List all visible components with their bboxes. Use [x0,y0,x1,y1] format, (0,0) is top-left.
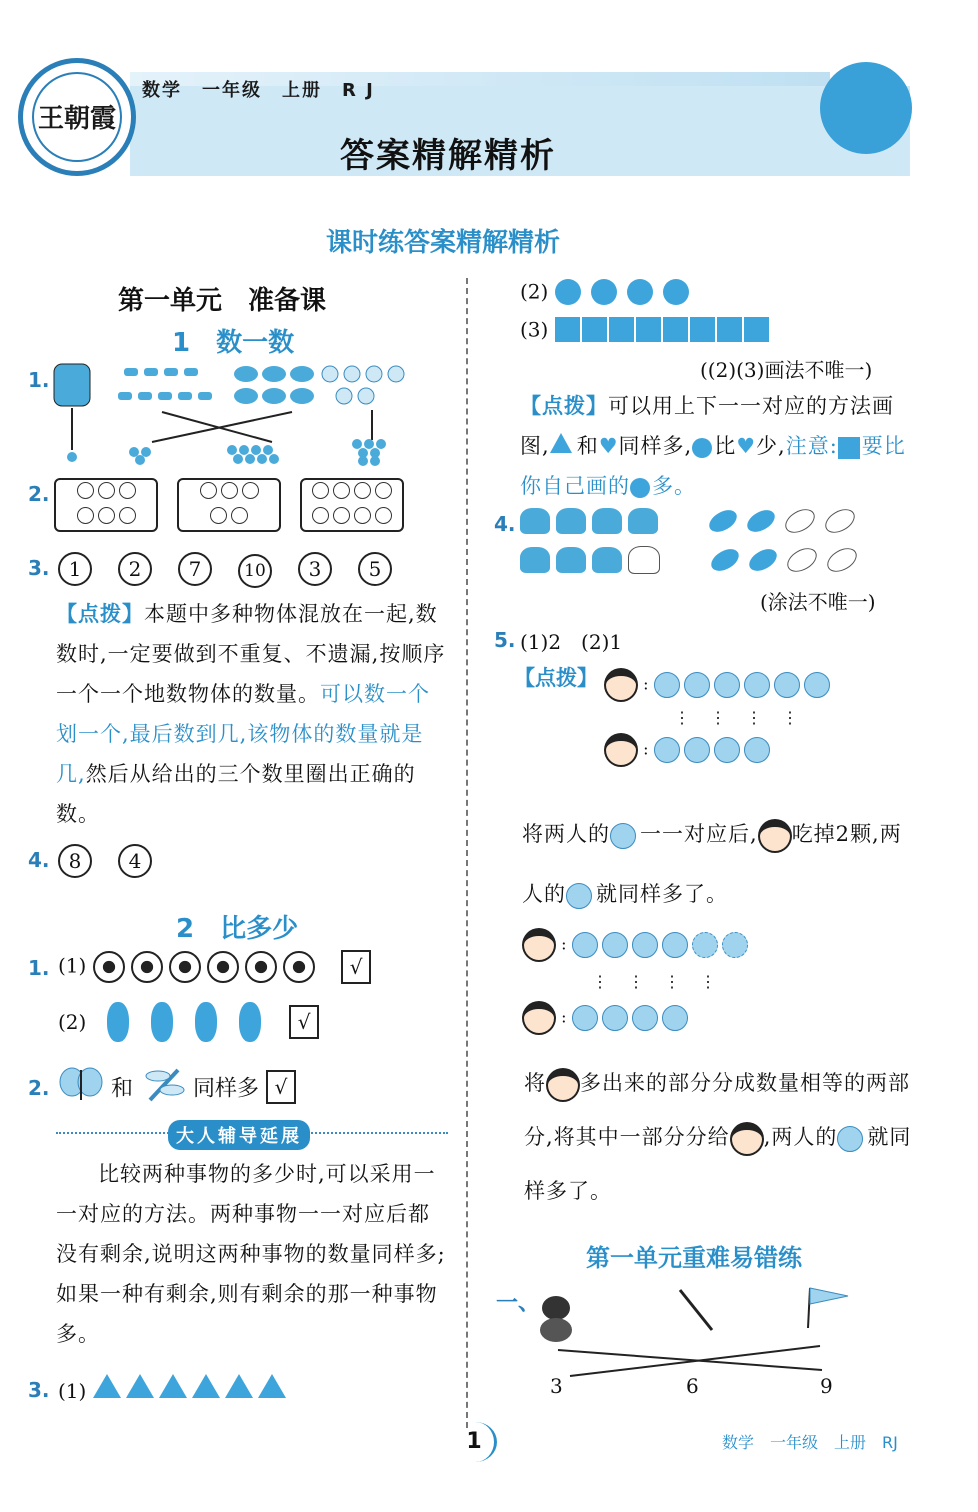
butterfly-icon [58,1064,104,1110]
section-title: 课时练答案精解精析 [326,228,561,258]
unit-practice-title: 第一单元重难易错练 [586,1244,802,1272]
eggplant-icon [823,543,861,576]
text: 就同样多了。 [596,882,728,906]
text: 多出来的部分分成数量相等的 [580,1071,866,1095]
square-shape [744,317,769,342]
heart-icon: ♥ [736,434,757,458]
ant-path-diagram [530,1278,870,1388]
soccer-ball-icon [169,951,201,983]
candy-compare-1: : ⋮⋮⋮⋮ : [604,668,834,767]
triangle-icon [225,1374,253,1398]
peach-icon [556,508,586,534]
boxes-row [54,478,418,532]
check-box: √ [266,1070,296,1104]
r-row2 [520,278,699,305]
pineapple-icon [195,1002,217,1042]
circled-number: 10 [238,554,272,588]
circle-icon [630,478,650,498]
candy-icon [662,1005,688,1031]
boy-face-icon [522,928,556,962]
dot-icon [67,452,77,462]
candy-icon [684,672,710,698]
text: 将两人的 [522,822,610,846]
candy-icon [566,883,592,909]
candy-icon [632,932,658,958]
pineapple-icon [239,1002,261,1042]
question-number: 2. [28,1076,50,1100]
eggplant-icon [706,506,741,537]
boy-face-icon [604,668,638,702]
circled-number: 8 [58,844,92,878]
candy-icon [572,932,598,958]
candy-icon [837,1126,863,1152]
candy-icon [722,932,748,958]
extend-banner: 大人辅导延展 [168,1120,310,1150]
flag-icon [810,1288,848,1304]
page-number: 1 [454,1422,497,1462]
pineapple-icon [151,1002,173,1042]
matching-figure [52,362,462,467]
number-label: 3 [550,1374,563,1398]
candy-icon [654,672,680,698]
peach-icon [592,547,622,573]
note-coloring: (涂法不唯一) [760,590,876,614]
tip-label: 【点拨】 [514,665,598,690]
l2-q2-row [58,1064,296,1110]
candy-icon [744,737,770,763]
square-shape [663,317,688,342]
candy-icon [632,1005,658,1031]
soccer-ball-icon [131,951,163,983]
sub-label: (2) [520,279,549,304]
circle-shape [663,279,689,305]
text: 将 [524,1071,546,1095]
question-number: 1. [28,956,50,980]
fruit-figure [520,508,866,574]
girl-face-icon [522,1001,556,1035]
tip-text-highlight: 要比你自己画的 [520,434,906,498]
tip-label: 【点拨】 [56,601,144,626]
check-box: √ [341,950,371,984]
sub-label: (1) [58,1379,87,1403]
text: 两部分,将其中一部分分给 [524,1071,910,1149]
circle-shape [555,279,581,305]
right-tip [520,386,912,506]
peach-icon [592,508,622,534]
candy-icon [744,672,770,698]
box-6 [54,478,158,532]
text: ,两人 [763,1125,816,1149]
tip-text: 同样多, [618,434,693,458]
eggplant-icon [708,545,743,576]
peach-icon [628,546,660,574]
backpack-icon [54,364,90,406]
square-shape [690,317,715,342]
ball-group-icon [322,366,404,404]
ant-icon [542,1296,570,1320]
eggplant-icon [744,506,779,537]
candy-icon [654,737,680,763]
peach-icon [520,547,550,573]
square-shape [717,317,742,342]
pineapple-icon [107,1002,129,1042]
check-box: √ [289,1005,319,1039]
q3-answers [58,552,418,588]
candy-icon [714,737,740,763]
candy-icon [774,672,800,698]
text: 吃掉2 [791,822,851,846]
tip-paragraph [56,594,448,834]
eggplant-icon [746,545,781,576]
page-title: 答案精解精析 [340,136,556,176]
subject-line: 数学 一年级 上册 R J [142,80,375,101]
peach-icon [556,547,586,573]
candy-compare-2: : ⋮⋮⋮⋮ : [522,928,752,1035]
soccer-ball-icon [93,951,125,983]
tip-text-highlight: 注意: [785,434,838,458]
l2-q3-row [58,1374,291,1403]
circled-number: 1 [58,552,92,586]
question-number: 2. [28,482,50,506]
box-8 [300,478,404,532]
candy-icon [804,672,830,698]
sub-label: (3) [520,317,549,342]
triangle-icon [550,433,572,453]
circle-shape [591,279,617,305]
square-shape [636,317,661,342]
triangle-icon [126,1374,154,1398]
explanation-2 [524,1056,924,1218]
triangle-icon [93,1374,121,1398]
l2-q1-row2 [58,1002,319,1042]
square-icon [838,437,860,459]
explanation-1 [522,804,922,924]
soccer-ball-icon [207,951,239,983]
peach-icon [520,508,550,534]
box-5 [177,478,281,532]
text: 就同样多了。 [524,1125,912,1203]
lesson1-title: 1 数一数 [172,328,295,358]
same-text: 同样多 [193,1076,260,1102]
tip-text: 比 [714,434,737,458]
eggplant-icon [783,543,821,576]
q4-answers [58,844,178,878]
pen-group-icon [118,368,212,400]
heart-icon: ♥ [598,434,619,458]
circle-shape [627,279,653,305]
soccer-ball-icon [283,951,315,983]
tip-text: 和 [576,434,599,458]
triangle-icon [192,1374,220,1398]
question-number: 3. [28,1378,50,1402]
triangle-icon [258,1374,286,1398]
unit-title: 第一单元 准备课 [118,286,327,316]
text: 一一对应后, [640,822,758,846]
text: 颗,两人的 [522,822,902,906]
tip-text-highlight: 多。 [652,474,696,498]
circled-number: 2 [118,552,152,586]
square-shape [582,317,607,342]
ant-figure [530,1278,870,1388]
circled-number: 7 [178,552,212,586]
logo: 王朝霞 [32,72,122,162]
candy-icon [684,737,710,763]
sun-decoration [820,62,912,154]
sub-label: (1) [58,953,87,978]
lesson2-title: 2 比多少 [176,914,299,944]
candy-icon [692,932,718,958]
girl-face-icon [604,733,638,767]
candy-icon [714,672,740,698]
peach-icon [628,508,658,534]
tip-text-highlight: 可以数一个划一个,最后数到几,该物体的数量就是几, [56,682,430,786]
column-divider [466,278,468,1428]
square-shape [609,317,634,342]
question-number: 1. [28,368,50,392]
r-row3 [520,316,771,342]
candy-icon [602,932,628,958]
circled-number: 3 [298,552,332,586]
question-number: 5. [494,628,516,652]
number-label: 9 [820,1374,833,1398]
circled-number: 4 [118,844,152,878]
question-number: 4. [494,512,516,536]
dots-group-icon [129,439,386,466]
candy-icon [610,823,636,849]
eggplant-icon [781,504,819,537]
square-shape [555,317,580,342]
triangle-icon [159,1374,187,1398]
eggplant-icon [821,504,859,537]
soccer-ball-icon [245,951,277,983]
text: 的 [815,1125,838,1149]
candy-icon [602,1005,628,1031]
question-number: 一、 [496,1291,541,1316]
cap-group-icon [234,366,314,404]
extend-text: 比较两种事物的多少时,可以采用一一对应的方法。两种事物一一对应后都没有剩余,说明这两种事物的数量同样多;如果一种有剩余,则有剩余的那一种事物多。 [56,1162,446,1346]
matching-lines [52,362,462,467]
and-text: 和 [111,1076,134,1102]
footer-subject: 数学 一年级 上册 RJ [722,1433,898,1452]
note-drawing: ((2)(3)画法不唯一) [700,358,873,382]
boy-face-icon [758,819,792,853]
candy-icon [662,932,688,958]
l2-q1-row1 [58,950,371,984]
question-number: 3. [28,556,50,580]
girl-face-icon [730,1122,764,1156]
tip-text: 然后从给出的三个数里圈出正确的数。 [56,762,416,826]
candy-icon [572,1005,598,1031]
circled-number: 5 [358,552,392,586]
tip-text: 本题中多种物体混放在一起,数数时,一定要做到不重复、不遗漏,按顺序一个一个地数物体的数量。 [56,602,446,706]
dragonfly-icon [140,1064,186,1110]
sub-label: (2) [58,1010,87,1034]
tip-label: 【点拨】 [520,393,608,418]
boy-face-icon [546,1068,580,1102]
tip-text: 少, [756,434,786,458]
tip-text: 可以用上下一一对应的方法画图, [520,394,894,458]
q5-answer: (1)2 (2)1 [520,630,623,654]
question-number: 4. [28,848,50,872]
number-label: 6 [686,1374,699,1398]
circle-icon [692,438,712,458]
